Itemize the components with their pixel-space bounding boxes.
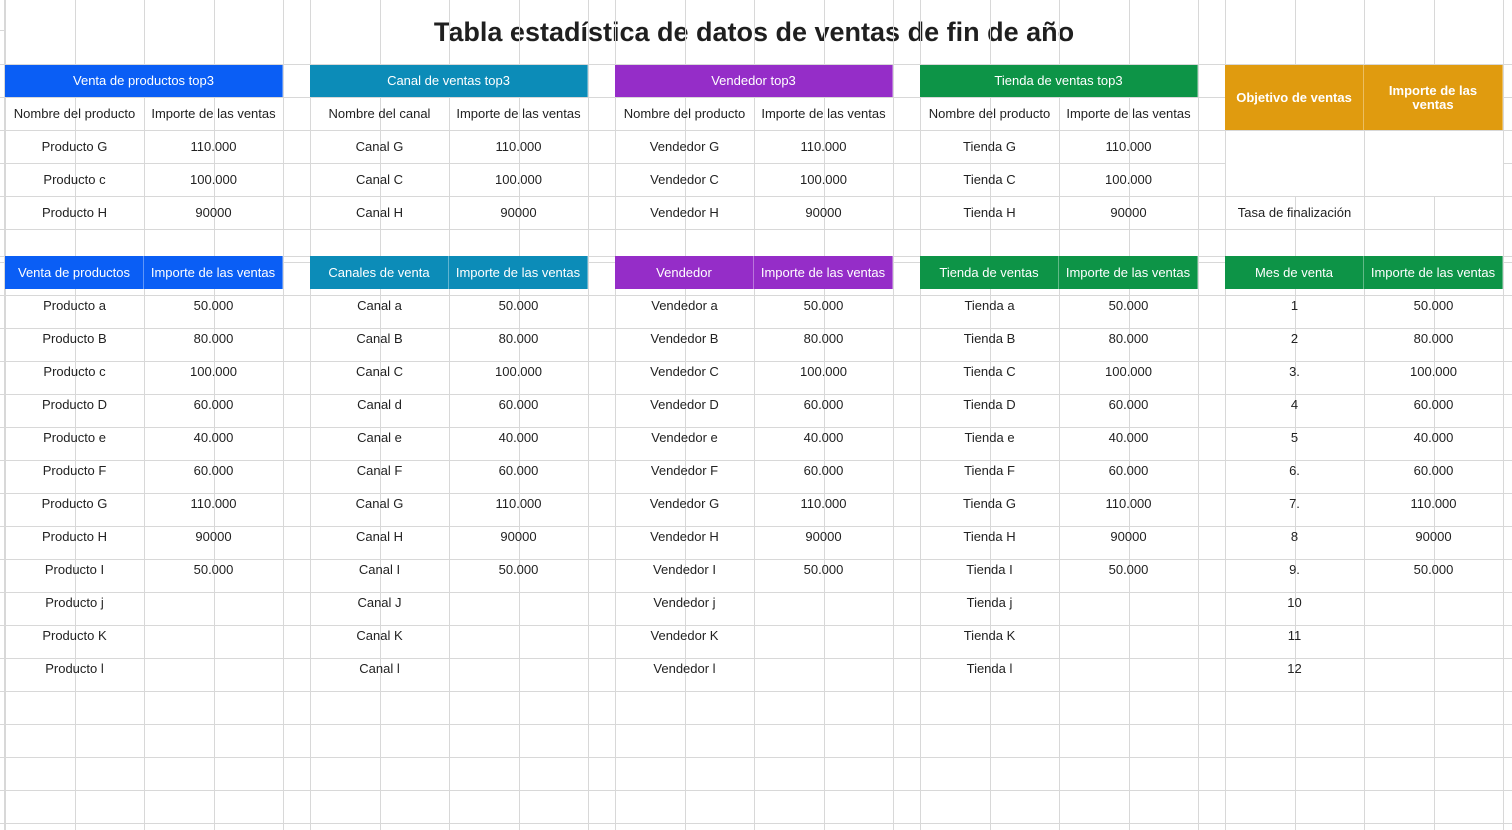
- top-cell-productos: Producto H: [41, 204, 108, 220]
- bottom-cell-meses: 4: [1290, 396, 1299, 412]
- objective-header-left: Objetivo de ventas: [1225, 65, 1364, 130]
- top-cell-canales: Canal C: [356, 171, 403, 187]
- top-cell-vendedores: Vendedor H: [650, 204, 719, 220]
- top-cell-productos: 110.000: [190, 138, 237, 154]
- bottom-cell-tiendas: Tienda F: [964, 462, 1015, 478]
- bottom-cell-vendedores: Vendedor I: [653, 561, 716, 577]
- top-col-label-tiendas-0: Nombre del producto: [928, 105, 1051, 121]
- bottom-header-tiendas-0: Tienda de ventas: [920, 256, 1059, 289]
- bottom-header-meses-1: Importe de las ventas: [1364, 256, 1503, 289]
- top-col-label-canales-0: Nombre del canal: [328, 105, 431, 121]
- bottom-cell-vendedores: Vendedor F: [650, 462, 719, 478]
- bottom-cell-productos: 100.000: [190, 363, 237, 379]
- bottom-cell-canales: 60.000: [498, 396, 539, 412]
- bottom-cell-canales: Canal K: [356, 627, 403, 643]
- bottom-cell-canales: 50.000: [498, 561, 539, 577]
- bottom-header-vendedores-1: Importe de las ventas: [754, 256, 893, 289]
- bottom-cell-vendedores: Vendedor G: [649, 495, 720, 511]
- bottom-cell-productos: 60.000: [193, 396, 234, 412]
- bottom-cell-vendedores: [754, 619, 893, 652]
- bottom-cell-tiendas: Tienda B: [963, 330, 1016, 346]
- bottom-cell-productos: Producto j: [45, 594, 104, 610]
- bottom-cell-vendedores: 110.000: [800, 495, 847, 511]
- bottom-cell-productos: Producto G: [41, 495, 108, 511]
- bottom-cell-vendedores: Vendedor H: [650, 528, 719, 544]
- top-cell-productos: Producto c: [43, 171, 106, 187]
- bottom-cell-tiendas: Tienda C: [963, 363, 1016, 379]
- bottom-cell-canales: Canal J: [357, 594, 402, 610]
- bottom-cell-tiendas: Tienda j: [966, 594, 1013, 610]
- bottom-cell-tiendas: [1059, 652, 1198, 685]
- bottom-cell-meses: 80.000: [1413, 330, 1454, 346]
- bottom-cell-tiendas: [1059, 586, 1198, 619]
- objective-empty-right: [1365, 131, 1503, 196]
- bottom-cell-productos: Producto H: [41, 528, 108, 544]
- bottom-cell-meses: 3.: [1289, 363, 1300, 379]
- bottom-cell-canales: 110.000: [495, 495, 542, 511]
- bottom-cell-tiendas: 60.000: [1108, 396, 1149, 412]
- bottom-cell-canales: Canal G: [355, 495, 404, 511]
- bottom-cell-productos: [144, 652, 283, 685]
- bottom-cell-tiendas: 100.000: [1105, 363, 1152, 379]
- top-cell-tiendas: 100.000: [1105, 171, 1152, 187]
- bottom-cell-meses: 11: [1287, 627, 1302, 643]
- bottom-cell-vendedores: 50.000: [803, 561, 844, 577]
- top-col-label-productos-1: Importe de las ventas: [151, 105, 276, 121]
- top-cell-canales: Canal H: [356, 204, 403, 220]
- bottom-cell-canales: 40.000: [498, 429, 539, 445]
- bottom-cell-tiendas: Tienda I: [966, 561, 1013, 577]
- bottom-header-productos-0: Venta de productos: [5, 256, 144, 289]
- bottom-cell-vendedores: 90000: [805, 528, 842, 544]
- bottom-cell-productos: 40.000: [193, 429, 234, 445]
- top-cell-tiendas: 110.000: [1105, 138, 1152, 154]
- bottom-cell-productos: Producto K: [42, 627, 107, 643]
- bottom-cell-tiendas: 60.000: [1108, 462, 1149, 478]
- bottom-cell-canales: 80.000: [498, 330, 539, 346]
- bottom-cell-meses: 90000: [1415, 528, 1452, 544]
- bottom-cell-meses: 6.: [1289, 462, 1300, 478]
- bottom-cell-canales: 90000: [500, 528, 537, 544]
- bottom-cell-meses: 110.000: [1410, 495, 1457, 511]
- top-cell-canales: Canal G: [355, 138, 404, 154]
- bottom-cell-meses: 50.000: [1413, 561, 1454, 577]
- bottom-cell-vendedores: 60.000: [803, 462, 844, 478]
- top-cell-tiendas: Tienda G: [963, 138, 1016, 154]
- bottom-cell-canales: 50.000: [498, 297, 539, 313]
- top-col-label-vendedores-1: Importe de las ventas: [761, 105, 886, 121]
- bottom-cell-canales: [449, 652, 588, 685]
- bottom-cell-productos: Producto F: [42, 462, 107, 478]
- top-cell-vendedores: Vendedor G: [649, 138, 720, 154]
- bottom-cell-vendedores: 80.000: [803, 330, 844, 346]
- top-cell-vendedores: 110.000: [800, 138, 847, 154]
- bottom-header-canales-0: Canales de venta: [310, 256, 449, 289]
- bottom-header-canales-1: Importe de las ventas: [449, 256, 588, 289]
- bottom-cell-vendedores: [754, 652, 893, 685]
- top-cell-tiendas: Tienda C: [963, 171, 1016, 187]
- bottom-cell-tiendas: 50.000: [1108, 561, 1149, 577]
- top-cell-productos: 100.000: [190, 171, 237, 187]
- bottom-cell-vendedores: Vendedor D: [650, 396, 719, 412]
- bottom-cell-productos: 50.000: [193, 561, 234, 577]
- bottom-cell-productos: Producto c: [43, 363, 106, 379]
- top-cell-canales: 110.000: [495, 138, 542, 154]
- bottom-cell-meses: 12: [1287, 660, 1302, 676]
- bottom-cell-vendedores: 100.000: [800, 363, 847, 379]
- bottom-cell-meses: 50.000: [1413, 297, 1454, 313]
- bottom-cell-vendedores: Vendedor C: [650, 363, 719, 379]
- top-cell-vendedores: 100.000: [800, 171, 847, 187]
- bottom-cell-vendedores: 40.000: [803, 429, 844, 445]
- bottom-cell-tiendas: 50.000: [1108, 297, 1149, 313]
- bottom-cell-productos: 50.000: [193, 297, 234, 313]
- bottom-cell-tiendas: 110.000: [1105, 495, 1152, 511]
- bottom-cell-productos: Producto I: [44, 561, 105, 577]
- bottom-cell-canales: Canal l: [359, 660, 400, 676]
- top-block-header-vendedores: Vendedor top3: [615, 65, 893, 97]
- bottom-cell-productos: 80.000: [193, 330, 234, 346]
- bottom-header-meses-0: Mes de venta: [1225, 256, 1364, 289]
- top-col-label-vendedores-0: Nombre del producto: [623, 105, 746, 121]
- top-block-header-productos: Venta de productos top3: [5, 65, 283, 97]
- bottom-cell-productos: Producto e: [43, 429, 106, 445]
- bottom-cell-tiendas: Tienda H: [963, 528, 1016, 544]
- bottom-cell-canales: Canal a: [357, 297, 402, 313]
- bottom-cell-vendedores: 60.000: [803, 396, 844, 412]
- bottom-cell-vendedores: 50.000: [803, 297, 844, 313]
- bottom-cell-tiendas: 90000: [1110, 528, 1147, 544]
- bottom-cell-tiendas: 80.000: [1108, 330, 1149, 346]
- bottom-cell-meses: 100.000: [1410, 363, 1457, 379]
- bottom-cell-meses: 10: [1287, 594, 1302, 610]
- completion-rate-label: Tasa de finalización: [1237, 204, 1352, 220]
- bottom-cell-canales: Canal e: [357, 429, 402, 445]
- bottom-cell-tiendas: Tienda e: [964, 429, 1015, 445]
- bottom-cell-productos: 90000: [195, 528, 232, 544]
- bottom-cell-canales: Canal I: [358, 561, 401, 577]
- bottom-cell-productos: [144, 619, 283, 652]
- bottom-cell-meses: 1: [1290, 297, 1299, 313]
- bottom-cell-vendedores: Vendedor e: [651, 429, 718, 445]
- bottom-cell-tiendas: Tienda a: [964, 297, 1015, 313]
- top-cell-productos: 90000: [195, 204, 232, 220]
- bottom-cell-vendedores: Vendedor a: [651, 297, 718, 313]
- bottom-cell-tiendas: Tienda K: [963, 627, 1016, 643]
- bottom-cell-productos: Producto B: [42, 330, 107, 346]
- top-cell-canales: 90000: [500, 204, 537, 220]
- bottom-cell-meses: [1364, 652, 1503, 685]
- objective-empty-left: [1226, 131, 1364, 196]
- bottom-cell-vendedores: [754, 586, 893, 619]
- top-cell-tiendas: Tienda H: [963, 204, 1016, 220]
- bottom-cell-vendedores: Vendedor K: [650, 627, 719, 643]
- bottom-cell-canales: 60.000: [498, 462, 539, 478]
- bottom-cell-productos: 60.000: [193, 462, 234, 478]
- top-cell-vendedores: Vendedor C: [650, 171, 719, 187]
- bottom-cell-productos: Producto D: [41, 396, 108, 412]
- bottom-cell-productos: Producto l: [45, 660, 104, 676]
- top-block-header-tiendas: Tienda de ventas top3: [920, 65, 1198, 97]
- bottom-cell-canales: [449, 619, 588, 652]
- bottom-cell-canales: 100.000: [495, 363, 542, 379]
- bottom-cell-canales: Canal F: [356, 462, 403, 478]
- top-cell-productos: Producto G: [41, 138, 108, 154]
- bottom-header-productos-1: Importe de las ventas: [144, 256, 283, 289]
- bottom-cell-meses: [1364, 586, 1503, 619]
- bottom-header-tiendas-1: Importe de las ventas: [1059, 256, 1198, 289]
- bottom-cell-productos: [144, 586, 283, 619]
- top-cell-vendedores: 90000: [805, 204, 842, 220]
- objective-header-right: Importe de las ventas: [1364, 65, 1503, 130]
- bottom-cell-meses: 2: [1290, 330, 1299, 346]
- bottom-cell-vendedores: Vendedor l: [653, 660, 716, 676]
- bottom-cell-vendedores: Vendedor j: [653, 594, 716, 610]
- bottom-cell-tiendas: Tienda l: [966, 660, 1013, 676]
- bottom-cell-meses: 60.000: [1413, 462, 1454, 478]
- bottom-cell-meses: 8: [1290, 528, 1299, 544]
- top-col-label-canales-1: Importe de las ventas: [456, 105, 581, 121]
- bottom-cell-tiendas: 40.000: [1108, 429, 1149, 445]
- bottom-cell-tiendas: Tienda G: [963, 495, 1016, 511]
- top-col-label-tiendas-1: Importe de las ventas: [1066, 105, 1191, 121]
- bottom-cell-canales: Canal H: [356, 528, 403, 544]
- bottom-cell-productos: Producto a: [43, 297, 106, 313]
- bottom-cell-meses: 7.: [1289, 495, 1300, 511]
- bottom-cell-canales: [449, 586, 588, 619]
- bottom-cell-meses: 60.000: [1413, 396, 1454, 412]
- bottom-cell-canales: Canal C: [356, 363, 403, 379]
- top-col-label-productos-0: Nombre del producto: [13, 105, 136, 121]
- bottom-cell-tiendas: [1059, 619, 1198, 652]
- top-cell-tiendas: 90000: [1110, 204, 1147, 220]
- bottom-cell-productos: 110.000: [190, 495, 237, 511]
- bottom-cell-canales: Canal B: [356, 330, 403, 346]
- bottom-cell-vendedores: Vendedor B: [650, 330, 719, 346]
- bottom-cell-meses: [1364, 619, 1503, 652]
- bottom-cell-meses: 40.000: [1413, 429, 1454, 445]
- bottom-header-vendedores-0: Vendedor: [615, 256, 754, 289]
- top-block-header-canales: Canal de ventas top3: [310, 65, 588, 97]
- bottom-cell-canales: Canal d: [357, 396, 402, 412]
- bottom-cell-meses: 9.: [1289, 561, 1300, 577]
- bottom-cell-meses: 5: [1290, 429, 1299, 445]
- page-title: Tabla estadística de datos de ventas de fin de año: [433, 16, 1075, 47]
- top-cell-canales: 100.000: [495, 171, 542, 187]
- bottom-cell-tiendas: Tienda D: [963, 396, 1016, 412]
